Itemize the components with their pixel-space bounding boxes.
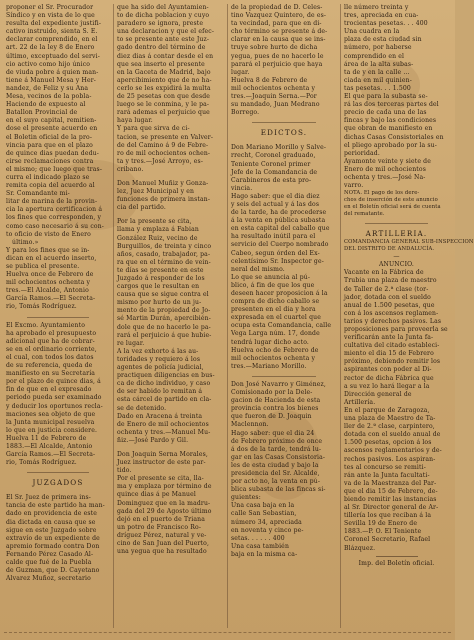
text-line: sé Martin Durán, apercibién-: [117, 315, 211, 323]
text-column-4: [344, 4, 474, 628]
text-line: rrecht, Coronel graduado,: [231, 152, 316, 160]
text-line: el pliego aprobado por la su-: [344, 141, 437, 149]
text-line: de Enero de mil ochocientos: [117, 420, 209, 428]
text-line: tino Vazquez Quintero, de es-: [231, 12, 327, 20]
text-line: Sevilla 19 de Enero de: [344, 520, 418, 528]
text-line: Dado en Aracena á treinta: [117, 412, 203, 420]
text-line: Huelva once de Febrero de: [6, 271, 94, 279]
text-line: tiene á Manuel Mesa y Her-: [6, 76, 96, 84]
text-line: dole que de no hacerlo le pa-: [117, 323, 211, 331]
text-line: Carabineros de esta pro-: [231, 176, 312, 184]
page-bottom-edge: [4, 632, 451, 638]
text-line: rio, Tomás Rodríguez.: [6, 303, 77, 311]
text-line: litar de marina de la provin-: [6, 198, 98, 206]
text-line: de Guzman, que D. Cayetano: [6, 567, 100, 575]
text-line: cerlo se les expidirá la multa: [117, 84, 211, 92]
text-line: COMANDANCIA GENERAL SUB-INSPECCION: [344, 239, 474, 246]
text-line: como caso necesario á su con-: [6, 222, 104, 230]
text-line: comprendido en el: [344, 52, 405, 60]
text-line: gacion de Hacienda de esta: [231, 397, 321, 405]
text-line: yegua, pues de no hacerlo le: [231, 52, 324, 60]
text-line: tido.: [117, 467, 132, 475]
text-line: varro.: [344, 182, 364, 190]
text-line: precio de cada una de las: [344, 109, 427, 117]
text-line: apremio formado contra Don: [6, 542, 100, 550]
text-line: jador, dotada con el sueldo: [344, 293, 431, 301]
text-line: que sea inserto el presente: [117, 60, 205, 68]
text-line: Maclennon.: [231, 421, 269, 429]
text-line: guientes:: [231, 494, 261, 502]
text-line: va de la Maestranza del Par-: [344, 479, 437, 487]
text-line: Alvarez Muñoz, secretario: [6, 575, 91, 583]
text-line: Fernando Pérez Casado Al-: [6, 550, 94, 558]
text-line: tres.—Mariano Morillo.: [231, 362, 307, 370]
text-line: calde que fué de la Puebla: [6, 559, 92, 566]
text-line: —: [393, 253, 400, 261]
text-line: haya lugar.: [117, 117, 153, 125]
text-line: mento de la propiedad de Jo-: [117, 307, 211, 315]
text-line: parará el perjuicio que haya: [231, 60, 323, 68]
text-line: dado en providencia de este: [6, 510, 98, 518]
text-line: ñiz.—José Pardo y Gil.: [117, 436, 189, 444]
text-line: una plaza de Maestro de Ta-: [344, 415, 436, 423]
text-line: gado dentro del término de: [117, 44, 206, 52]
text-line: setas. . . . . . 400: [231, 534, 285, 542]
text-line: que el dia 15 de Febrero, de-: [344, 487, 438, 495]
text-line: a su vez lo hará llegar a la: [344, 382, 430, 390]
text-line: un potro de Francisco Ro-: [117, 523, 202, 531]
text-line: lugar.: [231, 68, 250, 76]
text-column-2: [117, 4, 224, 628]
text-line: tillería los que reciban á la: [344, 512, 432, 520]
text-line: el Boletin oficial de la pro-: [6, 133, 93, 141]
text-line: que fueron de D. Joaquin: [231, 413, 312, 421]
text-line: ca de dicho individuo, y caso: [117, 380, 211, 388]
text-line: en el suyo capital, remitien-: [6, 117, 97, 125]
text-line: rio, Tomás Rodríguez.: [6, 459, 77, 467]
text-line: mil ochocientos ochenta y: [231, 354, 316, 362]
text-line: por el plazo de quince dias, á: [6, 378, 101, 386]
text-line: quince dias á pe Manuel: [117, 491, 196, 499]
text-line: Y para los fines que se in-: [6, 246, 90, 254]
text-line: calle San Sebastian,: [231, 510, 297, 518]
text-line: provincia contra los bienes: [231, 405, 319, 413]
text-line: los fines que corresponden, y: [6, 214, 102, 222]
text-line: celentísimo Sr. Inspector ge-: [231, 257, 324, 265]
text-line: de Febrero próximo de once: [231, 437, 323, 445]
text-line: to oficio de visto de Enero: [6, 230, 91, 238]
text-line: truye sobre hurto de dicha: [231, 44, 318, 52]
text-line: área de la alta subas-: [344, 60, 414, 68]
text-line: de 25 pesetas con que desde: [117, 93, 211, 101]
text-line: A la vez exhorto á las au-: [117, 347, 199, 355]
text-line: expresada en el cuartel que: [231, 314, 321, 322]
text-line: dríguez Pérez, natural y ve-: [117, 531, 207, 539]
text-line: sigue en este Juzgado sobre: [6, 526, 97, 534]
text-line: ciada en mil quinien-: [344, 76, 412, 84]
text-line: dejó en el puerto de Triana: [117, 515, 205, 523]
text-line: adicional que ha de cobrar-: [6, 337, 95, 345]
text-line: Haciendo de expuesto al: [6, 101, 86, 109]
text-line: dichas Casas Consistoriales en: [344, 133, 444, 141]
text-line: Por el presente se cita, lla-: [117, 475, 204, 483]
section-separator: [6, 467, 110, 477]
section-heading: ARTILLERIA.: [365, 229, 428, 239]
text-line: lez, Juez Municipal y en: [117, 188, 195, 196]
text-line: resulta del expediente justifi-: [6, 20, 102, 28]
text-line: rechos pasivos. Los aspiran-: [344, 455, 436, 463]
text-line: blica subasta de las fincas si-: [231, 486, 326, 494]
column-rule: [340, 4, 341, 628]
text-line: ra que en el término de vein-: [117, 258, 211, 266]
text-line: lle número treinta y: [344, 4, 409, 11]
text-line: cargos que le resultan en: [117, 283, 200, 291]
text-line: tarios y derechos pasivos. Las: [344, 317, 442, 325]
text-line: último, exceptuado del servi-: [6, 52, 100, 60]
text-line: agentes de policía judicial,: [117, 364, 204, 372]
text-line: apercibimiento que de no ha-: [117, 76, 212, 84]
text-line: baja en la misma ca-: [231, 550, 298, 558]
text-line: vincia.: [231, 184, 253, 192]
text-line: del rematante.: [344, 211, 385, 218]
text-line: que obran de manifiesto en: [344, 125, 433, 133]
text-line: En el parque de Zaragoza,: [344, 406, 430, 414]
text-line: tacion, se presente en Valver-: [117, 133, 214, 141]
text-line: Don Manuel Muñiz y Gonza-: [117, 179, 209, 187]
text-line: Y para que sirva de ci-: [117, 125, 190, 133]
text-line: tancia de este partido ha man-: [6, 502, 105, 510]
text-line: toridades y requiero á los: [117, 355, 201, 363]
text-line: Enero de mil ochocientos: [344, 165, 426, 173]
text-line: nandez, de Feliz y su Ana: [6, 84, 89, 92]
closing-rule: [376, 556, 418, 557]
text-line: con á los ascensos reglamen-: [344, 309, 439, 317]
text-line: lo que en justicia considere.: [6, 426, 98, 434]
text-line: ha resultado inútil para el: [231, 233, 316, 241]
text-line: de la tarde, ha de procederse: [231, 209, 327, 217]
text-line: Burguillos, de treinta y cinco: [117, 242, 212, 250]
text-line: en noventa y cinco pe-: [231, 526, 304, 534]
text-line: El Sr. Juez de primera ins-: [6, 494, 91, 502]
text-line: manifiesto en su Secretaría: [6, 370, 96, 378]
text-line: Don Joaquin Serna Morales,: [117, 450, 208, 458]
text-line: Vega Larga núm. 17, donde: [231, 330, 320, 338]
text-line: anual de 1.500 pesetas, que: [344, 301, 435, 309]
text-line: miento el dia 15 de Febrero: [344, 350, 434, 358]
text-line: el cual, con todos los datos: [6, 353, 94, 361]
text-line: servicio del Cuerpo nombrado: [231, 241, 329, 249]
text-line: cia la apertura certificacion á: [6, 206, 103, 214]
column-rule: [113, 4, 114, 628]
text-line: Jefe de la Comandancia de: [231, 168, 318, 176]
text-line: de del Camino á 9 de Febre-: [117, 141, 209, 149]
text-line: que ha sido del Ayuntamien-: [117, 4, 209, 11]
text-line: Borrego.: [231, 109, 260, 117]
text-line: gar en las Casas Consistoria-: [231, 453, 326, 461]
text-line: remita copia del acuerdo al: [6, 182, 95, 190]
text-line: llama y emplaza á Fabian: [117, 226, 199, 234]
text-line: ha aprobado el presupuesto: [6, 329, 97, 337]
text-line: ller de 2.ª clase, carpintero,: [344, 423, 435, 431]
text-line: rán ante la Junta facultati-: [344, 471, 430, 479]
text-line: tendrá lugar dicho acto.: [231, 338, 310, 346]
text-line: tres.—Joaquin Serna.—Por: [231, 93, 317, 101]
text-line: García Ramos.—El Secreta-: [6, 451, 96, 459]
text-line: de su referencia, queda de: [6, 362, 93, 370]
text-line: á dos de la tarde, tendrá lu-: [231, 445, 322, 453]
text-line: paradero se ignora, preste: [117, 20, 204, 28]
text-line: to de dicha poblacion y cuyo: [117, 12, 210, 20]
text-line: cino de San Juan del Puerto,: [117, 540, 210, 547]
text-line: plaza de esta ciudad sin: [344, 36, 422, 44]
text-line: á la venta en pública subasta: [231, 217, 326, 225]
text-line: de la propiedad de D. Celes-: [231, 4, 323, 11]
text-line: art. 22 de la ley 8 de Enero: [6, 44, 95, 52]
text-line: Huelva ocho de Febrero de: [231, 346, 319, 354]
text-line: Cabeo, segun órden del Ex-: [231, 249, 320, 257]
text-line: extravío de un expediente de: [6, 534, 100, 542]
text-line: ta vecindad, para que en di-: [231, 20, 322, 28]
text-line: y deducir los oportunos recla-: [6, 402, 103, 410]
text-line: esta cárcel de partido en cla-: [117, 396, 212, 404]
text-line: último.»: [12, 238, 39, 246]
text-line: en el Boletín oficial será de cuenta: [344, 204, 441, 211]
text-line: Dirección general de: [344, 390, 412, 398]
text-line: aspirantes con poder al Di-: [344, 366, 432, 374]
text-line: Síndico y en vista de lo que: [6, 12, 95, 20]
text-line: cia del partido.: [117, 204, 166, 212]
text-line: Lo que se anuncia al pú-: [231, 273, 311, 281]
text-line: Ayamonte veinte y siete de: [344, 157, 431, 165]
text-line: causa que se sigue contra el: [117, 291, 209, 299]
text-line: ta de y en la calle ...: [344, 68, 410, 76]
text-line: 1883.—El Alcalde, Antonio: [6, 442, 93, 450]
text-line: tas pesetas. . . 1.500: [344, 84, 411, 92]
section-separator: [231, 117, 337, 127]
text-line: Coronel Secretario, Rafael: [344, 536, 431, 544]
text-line: ma y emplaza por término de: [117, 483, 212, 491]
text-line: su mandado, Juan Medrano: [231, 101, 320, 109]
text-line: en esta capital del caballo que: [231, 225, 330, 233]
text-line: cho término se presente á de-: [231, 28, 328, 36]
section-heading: EDICTOS.: [260, 128, 308, 138]
text-line: Una casa baja en la: [231, 502, 295, 510]
text-line: número, por haberse: [344, 44, 412, 52]
text-line: González Ruiz, vecino de: [117, 234, 198, 242]
text-line: El que para la subasta se-: [344, 93, 428, 101]
text-line: Don Mariano Morillo y Salve-: [231, 144, 327, 152]
text-line: vincia para que en el plazo: [6, 141, 94, 149]
text-line: tres, apreciada en cua-: [344, 12, 419, 20]
text-line: deseen hacer proposicion á la: [231, 290, 328, 297]
text-line: periodo pueda ser examinado: [6, 394, 102, 402]
text-line: Una cuadra en la: [344, 28, 400, 36]
text-line: se de detenido.: [117, 404, 167, 412]
text-line: 1883.—P. O. El Teniente: [344, 528, 422, 536]
text-line: Teniente Coronel primer: [231, 160, 311, 168]
text-line: blico, á fin de que los que: [231, 281, 315, 289]
text-column-3: [231, 4, 337, 628]
text-line: número 34, apreciada: [231, 518, 302, 526]
text-line: mil ochocientos ochenta y: [231, 84, 316, 92]
text-line: ascensos reglamentarios y de-: [344, 447, 442, 455]
text-line: ocupa esta Comandancia, calle: [231, 322, 332, 330]
text-line: Batallon Provincial de: [6, 109, 78, 117]
text-line: verificarán ante la Junta fa-: [344, 334, 434, 342]
text-line: ta y tres.—José Arroyo, es-: [117, 157, 204, 165]
text-line: rector de dicha Fábrica que: [344, 374, 434, 382]
text-line: DEL DISTRITO DE ANDALUCÍA.: [344, 246, 435, 253]
text-line: Don José Navarro y Giménez,: [231, 380, 326, 388]
text-line: años, casado, trabajador, pa-: [117, 250, 211, 258]
text-line: rará el perjuicio á que hubie-: [117, 331, 212, 339]
text-line: NOTA. El pago de los dere-: [344, 190, 420, 197]
text-line: Imp. del Boletín oficial.: [358, 559, 435, 567]
text-line: Mesa, vecinos de la pobla-: [6, 93, 92, 101]
text-line: declarar comprendido, en el: [6, 36, 98, 44]
text-line: tes al concurso se remiti-: [344, 463, 426, 471]
text-line: trocientas pesetas. . . 400: [344, 20, 428, 28]
text-line: Trubia una plaza de maestro: [344, 277, 437, 285]
text-line: te días se presente en este: [117, 266, 204, 274]
text-line: clarar en la causa que se ins-: [231, 36, 326, 44]
text-line: García Ramos.—El Secreta-: [6, 295, 96, 303]
text-line: biendo remitir las instancias: [344, 495, 437, 503]
text-line: Sr. Comandante mi-: [6, 190, 70, 198]
text-line: se publica el presente.: [6, 263, 80, 270]
text-line: ANUNCIO.: [378, 261, 415, 269]
text-line: cribano.: [117, 165, 144, 173]
text-line: Artillería.: [344, 398, 376, 406]
text-line: cativo instruido, sienta S. E.: [6, 28, 98, 36]
text-line: Comisionado por la Dele-: [231, 389, 313, 397]
section-heading: JUZGADOS: [32, 478, 84, 488]
text-line: mismo por hurto de un ju-: [117, 299, 202, 307]
text-line: ochenta y tres.—Manuel Mu-: [117, 428, 211, 436]
text-line: por acto no, la venta en pú-: [231, 478, 321, 486]
text-line: les de esta ciudad y bajo la: [231, 461, 319, 469]
text-line: mil ochocientos ochenta y: [6, 279, 91, 287]
section-separator: [6, 312, 110, 322]
text-line: proponer el Sr. Procurador: [6, 4, 94, 11]
text-line: gada del 29 de Agosto último: [117, 507, 212, 515]
text-line: Hago saber: que el dia diez: [231, 192, 320, 200]
text-line: de ser habido lo remitan á: [117, 388, 203, 396]
text-line: una declaracion y que el efec-: [117, 28, 215, 36]
text-line: El Excmo. Ayuntamiento: [6, 321, 86, 329]
text-line: presenten en el dia y hora: [231, 306, 316, 314]
text-line: la Junta municipal resuelva: [6, 418, 95, 426]
text-line: ochenta y tres.—José Na-: [344, 173, 426, 181]
text-line: Huelva 11 de Febrero de: [6, 434, 87, 442]
text-line: Por la presente se cita,: [117, 218, 192, 226]
text-line: Hago saber: que el dia 24: [231, 429, 315, 437]
text-line: y seis del actual y á las dos: [231, 200, 320, 208]
text-line: Una casa también: [231, 542, 290, 550]
text-line: dican en el acuerdo inserto,: [6, 254, 97, 262]
text-line: se en el ordinario corriente,: [6, 345, 97, 353]
text-line: re lugar.: [117, 339, 145, 347]
text-line: de viuda pobre á quien man-: [6, 68, 99, 76]
text-line: de quince dias puedan dedu-: [6, 149, 99, 157]
text-line: Dominguez que en la madru-: [117, 499, 211, 507]
text-line: practiquen diligencias en bus-: [117, 372, 215, 380]
text-line: dia dictada en causa que se: [6, 518, 96, 526]
text-line: tres.—El Alcalde, Antonio: [6, 287, 89, 295]
column-rule: [227, 4, 228, 628]
text-line: Vacante en la Fábrica de: [344, 269, 424, 277]
text-line: Huelva 8 de Febrero de: [231, 76, 308, 84]
text-column-1: [6, 4, 110, 628]
text-line: una yegua que ha resultado: [117, 548, 207, 556]
text-line: el mismo; que luego que tras-: [6, 165, 103, 173]
text-line: fincas y bajo las condiciones: [344, 117, 437, 125]
text-line: en la Gaceta de Madrid, bajo: [117, 68, 211, 76]
text-line: próximo, debiendo remitir los: [344, 358, 441, 366]
text-line: diez dias á contar desde el en: [117, 52, 214, 60]
text-line: rá las dos terceras partes del: [344, 101, 439, 109]
text-line: dose el presente acuerdo en: [6, 125, 98, 133]
text-line: perioridad.: [344, 149, 380, 157]
text-line: Blázquez.: [344, 544, 376, 552]
text-line: de Taller de 2.ª clase (tor-: [344, 285, 429, 293]
text-line: funciones de primera instan-: [117, 196, 211, 204]
text-line: proposiciones para proveerla se: [344, 326, 448, 333]
text-line: Juez instructor de este par-: [117, 459, 206, 467]
text-line: chos de inserción de este anuncio: [344, 197, 438, 204]
text-line: fin de que en el expresado: [6, 386, 92, 394]
text-line: cultativa del citado estableci-: [344, 342, 440, 350]
text-line: Juzgado á responder de los: [117, 275, 205, 282]
text-line: presidencia del Sr. Alcalde,: [231, 469, 320, 477]
text-line: compra de dicho caballo se: [231, 298, 320, 306]
text-line: cirse reclamaciones contra: [6, 157, 94, 165]
text-line: rará ademas el perjuicio que: [117, 109, 210, 117]
text-line: curra el indicado plazo se: [6, 173, 90, 181]
text-line: dotada con el sueldo anual de: [344, 431, 441, 439]
text-line: luego se le conmina, y le pa-: [117, 101, 210, 109]
text-line: maciones sea objeto de que: [6, 410, 96, 418]
text-line: 1.500 pesetas, opcion á los: [344, 439, 432, 447]
section-separator: [344, 218, 449, 228]
text-line: ro de mil ochocientos ochen-: [117, 149, 211, 157]
text-line: neral del mismo.: [231, 265, 285, 273]
text-line: cio activo como hijo único: [6, 60, 91, 68]
text-line: to se presente ante este Juz-: [117, 36, 210, 44]
section-separator: [231, 371, 337, 381]
text-line: al Sr. Director general de Ar-: [344, 504, 439, 512]
